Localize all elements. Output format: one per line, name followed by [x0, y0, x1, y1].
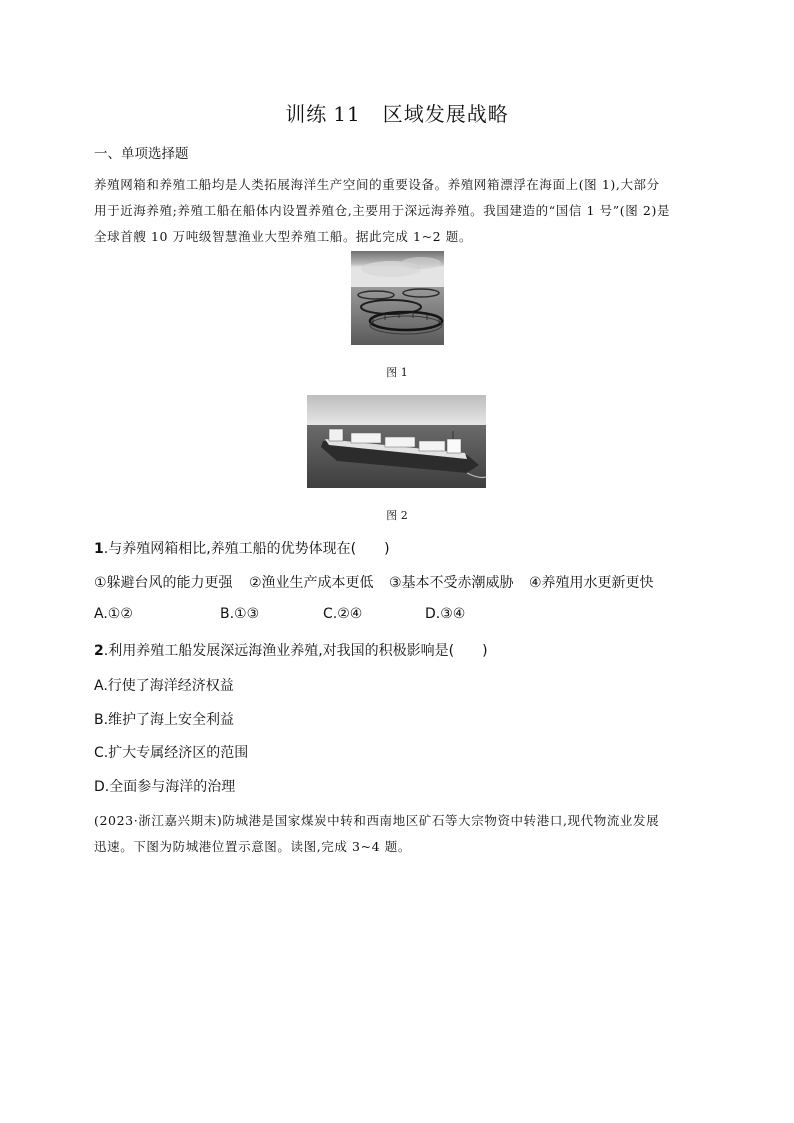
intro-line: 全球首艘 10 万吨级智慧渔业大型养殖工船。据此完成 1~2 题。 [94, 229, 472, 244]
intro-paragraph-2 [94, 808, 704, 860]
question-2-number: 2 [94, 643, 104, 659]
intro-line: 养殖网箱和养殖工船均是人类拓展海洋生产空间的重要设备。养殖网箱漂浮在海面上(图 1),大部分 [94, 177, 660, 192]
intro-line: (2023·浙江嘉兴期末)防城港是国家煤炭中转和西南地区矿石等大宗物资中转港口,现代物流业发展 [94, 813, 660, 828]
option-b: B.维护了海上安全利益 [94, 712, 235, 728]
title-topic: 区域发展战略 [382, 102, 509, 126]
option-b: B.①③ [220, 606, 260, 622]
option-c: C.②④ [323, 606, 363, 622]
option-c: C.扩大专属经济区的范围 [94, 745, 249, 761]
question-1-number: 1 [94, 541, 104, 557]
section-heading: 一、单项选择题 [94, 146, 189, 162]
question-1-options [94, 606, 514, 626]
statement-item: ②渔业生产成本更低 [249, 575, 374, 591]
statement-item: ①躲避台风的能力更强 [94, 575, 233, 591]
title-number: 11 [333, 102, 361, 126]
figure-1-net-cages-photo [351, 251, 444, 345]
question-2-text: .利用养殖工船发展深远海渔业养殖,对我国的积极影响是( ) [103, 643, 488, 659]
option-a: A.①② [94, 606, 133, 622]
page-title [0, 98, 794, 127]
intro-line: 迅速。下图为防城港位置示意图。读图,完成 3~4 题。 [94, 839, 412, 854]
question-1-stem [94, 538, 390, 558]
question-2-stem [94, 640, 488, 660]
option-d: D.全面参与海洋的治理 [94, 779, 236, 795]
figure-1-caption: 图 1 [386, 366, 408, 379]
figure-2-aquaculture-ship-photo [307, 395, 486, 488]
intro-paragraph-1 [94, 172, 704, 250]
option-a: A.行使了海洋经济权益 [94, 678, 234, 694]
statement-item: ④养殖用水更新更快 [529, 575, 654, 591]
intro-line: 用于近海养殖;养殖工船在船体内设置养殖仓,主要用于深远海养殖。我国建造的“国信 1 号”(图 2)是 [94, 203, 671, 218]
figure-2-caption: 图 2 [386, 509, 408, 522]
option-d: D.③④ [425, 606, 466, 622]
question-1-text: .与养殖网箱相比,养殖工船的优势体现在( ) [103, 541, 390, 557]
title-prefix: 训练 [285, 102, 328, 126]
statement-item: ③基本不受赤潮威胁 [389, 575, 514, 591]
question-1-statements [94, 572, 714, 592]
